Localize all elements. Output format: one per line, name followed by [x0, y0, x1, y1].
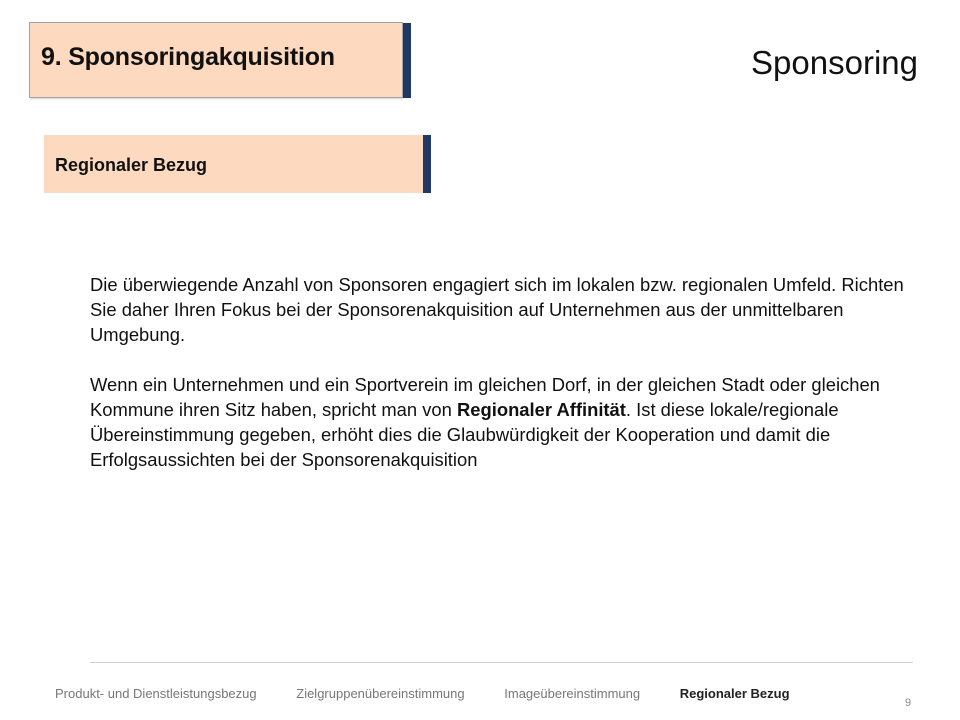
subtitle-box [44, 135, 423, 193]
footer-item-image[interactable]: Imageübereinstimmung [504, 686, 641, 701]
regional-affinity-term: Regionaler Affinität [456, 399, 626, 420]
footer-divider [90, 662, 913, 663]
paragraph-1: Die überwiegende Anzahl von Sponsoren engagiert sich im lokalen bzw. regionalen Umfeld. Richten Sie daher Ihren Fokus bei der Sponsorenakquisition auf Unternehmen aus der unmittelbaren Umgebung. [90, 274, 904, 345]
footer-item-produkt[interactable]: Produkt- und Dienstleistungsbezug [55, 686, 257, 701]
footer-navigation [55, 686, 790, 701]
subtitle: Regionaler Bezug [55, 155, 208, 175]
paragraph-2 [90, 372, 920, 472]
footer-item-regional[interactable]: Regionaler Bezug [679, 686, 790, 701]
page-number: 9 [905, 697, 912, 709]
section-title-box [29, 22, 403, 98]
subtitle-accent-bar [423, 135, 431, 193]
paragraph-2-end: . Ist diese lokale/regionale Übereinstimmung gegeben, erhöht dies die Glaubwürdigkeit der Kooperation und damit die Erfolgsaussichten bei der Sponsorenakquisition [90, 399, 839, 470]
title-accent-bar [403, 23, 411, 98]
page-title: Sponsoring [751, 44, 918, 81]
footer-item-zielgruppe[interactable]: Zielgruppenübereinstimmung [296, 686, 465, 701]
section-title: 9. Sponsoringakquisition [41, 43, 335, 71]
body-text [90, 272, 920, 472]
paragraph-2-start: Wenn ein Unternehmen und ein Sportverein im gleichen Dorf, in der gleichen Stadt oder gleichen Kommune ihren Sitz haben, spricht man von [90, 374, 880, 420]
